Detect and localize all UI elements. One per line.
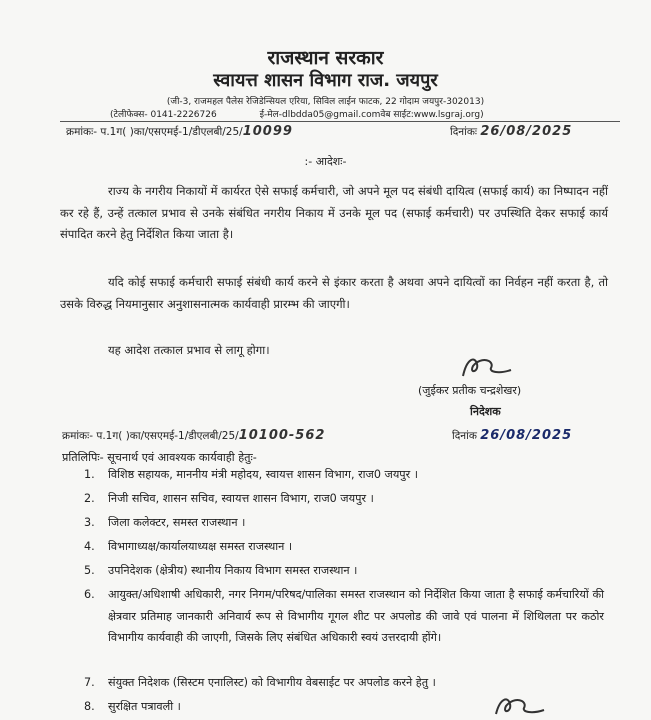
email-website: ई-मेल-dlbdda05@gmail.comवेब साईट:www.lsgraj.org) — [259, 110, 484, 120]
date-label: दिनांकः — [450, 126, 478, 138]
copy-reference-number-handwritten: 10100-562 — [238, 428, 326, 443]
list-item: 5. उपनिदेशक (क्षेत्रीय) स्थानीय निकाय विभाग समस्त राजस्थान । — [84, 564, 358, 577]
order-paragraph-3: यह आदेश तत्काल प्रभाव से लागू होगा। — [108, 343, 270, 357]
reference-date-line — [450, 124, 572, 139]
signatory-designation: निदेशक — [470, 405, 501, 418]
copy-reference-label: क्रमांकः- प.1ग( )का/एसएमई-1/डीएलबी/25/ — [62, 430, 239, 442]
list-item: 7. संयुक्त निदेशक (सिस्टम एनालिस्ट) को विभागीय वेबसाईट पर अपलोड करने हेतु । — [84, 676, 436, 689]
list-item: 4. विभागाध्यक्ष/कार्यालयाध्यक्ष समस्त राजस्थान । — [84, 540, 293, 553]
copy-reference-date — [452, 428, 572, 443]
order-paragraph-2: यदि कोई सफाई कर्मचारी सफाई संबंधी कार्य करने से इंकार करता है अथवा अपने दायित्वों का निर्वहन नहीं करता है, तो उसके विरुद्ध नियमानुसार अनुशासनात्मक कार्यवाही प्रारम्भ की जाएगी। — [60, 275, 608, 311]
order-paragraph-1: राज्य के नगरीय निकायों में कार्यरत ऐसे सफाई कर्मचारी, जो अपने मूल पद संबंधी दायित्व (सफाई कार्य) का निष्पादन नहीं कर रहे हैं, उन्हें तत्काल प्रभाव से उनके संबंधित नगरीय निकाय में उनके मूल पद (सफाई कर्मचारी) पर उपस्थिति देकर सफाई कार्य संपादित करने हेतु निर्देशित किया जाता है। — [60, 184, 608, 241]
copy-reference-line — [62, 428, 325, 443]
telefax: (टेलीफेक्स- 0141-2226726 — [110, 110, 217, 120]
reference-label: क्रमांकः- प.1ग( )का/एसएमई-1/डीएलबी/25/ — [66, 126, 243, 138]
date-handwritten: 26/08/2025 — [480, 124, 573, 139]
list-item: 2. निजी सचिव, शासन सचिव, स्वायत्त शासन विभाग, राज0 जयपुर । — [84, 492, 374, 505]
header-divider — [60, 121, 620, 122]
reference-number-handwritten: 10099 — [242, 124, 293, 139]
copy-date-label: दिनांक — [452, 430, 477, 442]
reference-number-line — [66, 124, 293, 139]
copy-date-handwritten: 26/08/2025 — [480, 428, 573, 443]
office-address: (जी-3, राजमहल पैलेस रेजिडेन्सियल एरिया, सिविल लाईन फाटक, 22 गोदाम जयपुर-302013) — [166, 97, 485, 107]
department-title: स्वायत्त शासन विभाग राज. जयपुर — [213, 70, 438, 91]
govt-title: राजस्थान सरकार — [267, 47, 384, 69]
signature-scribble — [455, 352, 515, 382]
list-item: 1. विशिष्ठ सहायक, माननीय मंत्री महोदय, स्वायत्त शासन विभाग, राज0 जयपुर । — [84, 468, 419, 481]
copy-intro: प्रतिलिपिः- सूचनार्थ एवं आवश्यक कार्यवाही हेतुः- — [62, 451, 257, 464]
list-item: 8. सुरक्षित पत्रावली । — [84, 700, 181, 713]
contact-line — [110, 107, 484, 120]
order-heading: :- आदेशः- — [304, 155, 347, 168]
list-item: 6. आयुक्त/अधिशाषी अधिकारी, नगर निगम/परिषद/पालिका समस्त राजस्थान को निर्देशित किया जाता है सफाई कर्मचारियों की क्षेत्रवार प्रतिमाह जानकारी अनिवार्य रूप से विभागीय गूगल शीट पर अपलोड की जावे एवं पालना में शिथिलता पर कठोर विभागीय कार्यवाही की जाएगी, जिसके लिए संबंधित अधिकारी स्वयं उत्तरदायी होंगे। — [84, 588, 604, 644]
list-item: 3. जिला कलेक्टर, समस्त राजस्थान । — [84, 516, 246, 529]
signatory-name: (जुईकर प्रतीक चन्द्रशेखर) — [418, 384, 522, 397]
bottom-signature-scribble — [490, 694, 550, 718]
